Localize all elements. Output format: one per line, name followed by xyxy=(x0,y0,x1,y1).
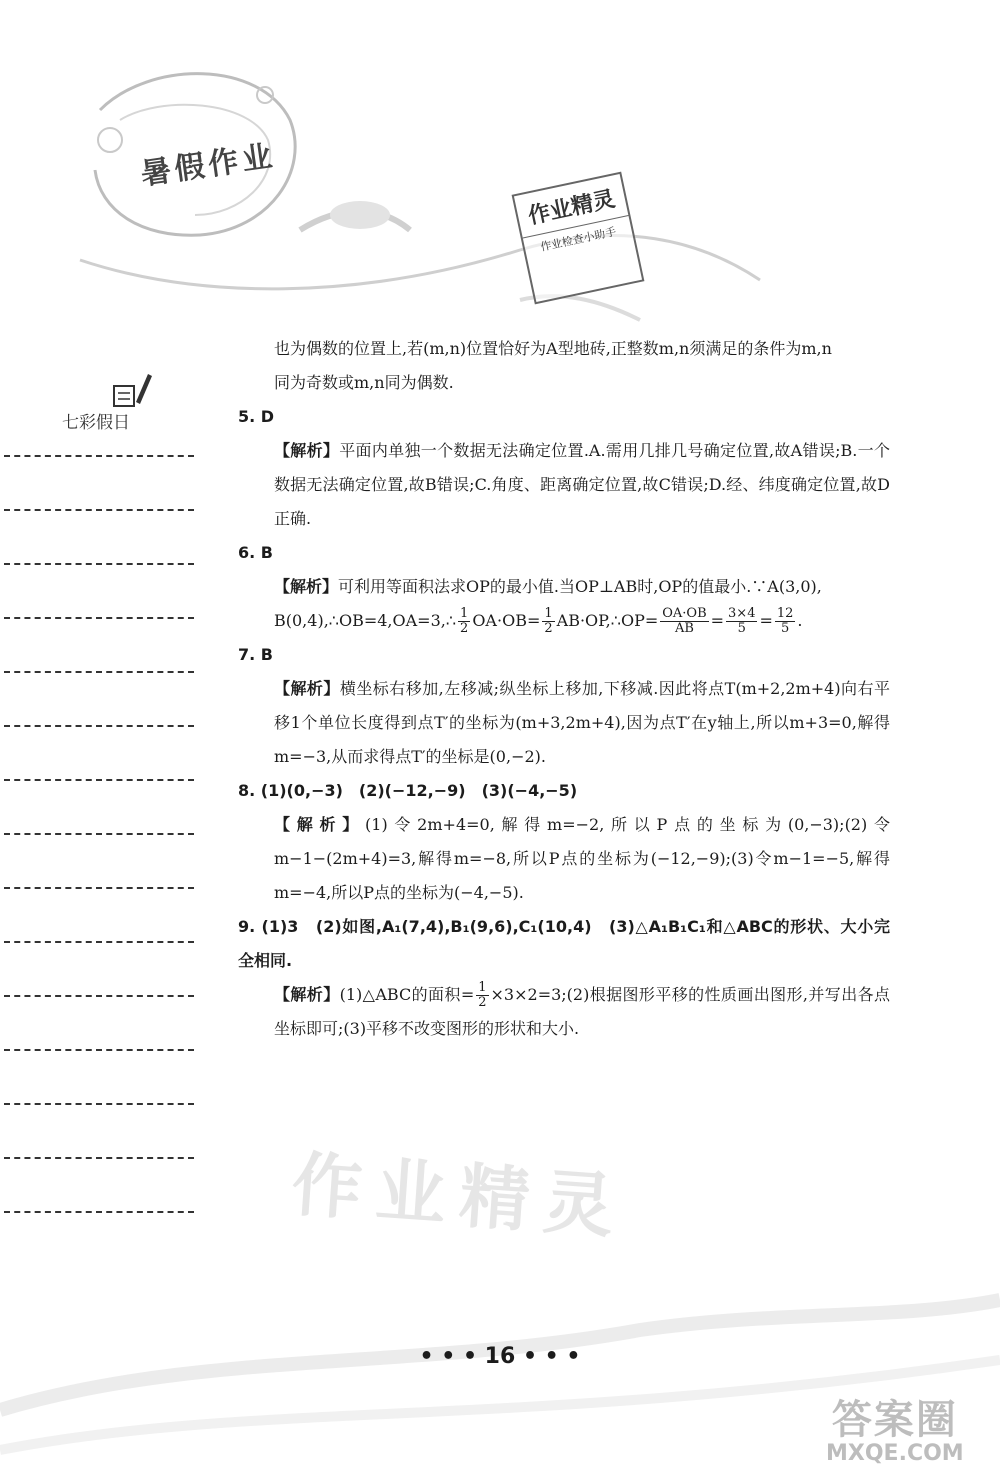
note-line xyxy=(4,1103,194,1105)
fraction: $\frac{12}{5}$ xyxy=(776,606,794,636)
watermark-text: 作业精灵 xyxy=(289,1143,631,1249)
stamp-title: 作业精灵 xyxy=(526,186,618,230)
note-line xyxy=(4,995,194,997)
note-lines xyxy=(4,455,194,1265)
analysis-tag: 【解析】 xyxy=(274,815,366,834)
intro-line-1: 也为偶数的位置上,若(m,n)位置恰好为A型地砖,正整数m,n须满足的条件为m,n xyxy=(274,339,832,358)
q9-explanation xyxy=(238,978,890,1046)
banner-title: 暑假作业 xyxy=(138,138,279,193)
period: . xyxy=(797,611,803,630)
q9-text-1a: (1)△ABC的面积= xyxy=(339,985,475,1004)
site-url: MXQE.COM xyxy=(826,1441,964,1466)
analysis-tag: 【解析】 xyxy=(274,985,340,1004)
q6-text-2b: OA·OB= xyxy=(472,611,541,630)
equals-sign: = xyxy=(759,611,773,630)
note-line xyxy=(4,1049,194,1051)
page-number: • • • 16 • • • xyxy=(419,1344,581,1369)
stamp-subtitle: 作业检查小助手 xyxy=(523,215,633,258)
note-line xyxy=(4,1211,194,1213)
q6-text-2a: B(0,4),∴OB=4,OA=3,∴ xyxy=(274,611,457,630)
note-line xyxy=(4,725,194,727)
note-line xyxy=(4,563,194,565)
note-line xyxy=(4,833,194,835)
sidebar-label: 七彩假日 xyxy=(62,413,130,433)
q9-text-1b: ×3×2=3;(2)根据图形平移的性质画出图形,并写出各点坐标即可;(3)平移不改变图形的形状和大小. xyxy=(274,985,890,1038)
q5-answer: 5. D xyxy=(238,407,275,426)
fraction: $\frac{1}{2}$ xyxy=(460,606,469,636)
note-line xyxy=(4,887,194,889)
note-line xyxy=(4,1157,194,1159)
q6-text-2c: AB·OP,∴OP= xyxy=(556,611,659,630)
analysis-tag: 【解析】 xyxy=(274,441,340,460)
note-line xyxy=(4,509,194,511)
q7-explanation xyxy=(238,672,890,774)
q8-answer: 8. (1)(0,−3) (2)(−12,−9) (3)(−4,−5) xyxy=(238,781,578,800)
q6-explanation-1 xyxy=(238,570,890,604)
q6-text-1: 可利用等面积法求OP的最小值.当OP⊥AB时,OP的值最小.∵A(3,0), xyxy=(338,577,822,596)
fraction: $\frac{1}{2}$ xyxy=(544,606,553,636)
site-logo xyxy=(826,1388,964,1466)
analysis-tag: 【解析】 xyxy=(274,577,339,596)
q5-text: 平面内单独一个数据无法确定位置.A.需用几排几号确定位置,故A错误;B.一个数据无法确定位置,故B错误;C.角度、距离确定位置,故C错误;D.经、纬度确定位置,故D正确. xyxy=(274,441,890,528)
analysis-tag: 【解析】 xyxy=(274,679,340,698)
q7-answer: 7. B xyxy=(238,645,273,664)
note-line xyxy=(4,941,194,943)
q6-answer: 6. B xyxy=(238,543,273,562)
stamp-badge xyxy=(512,172,645,305)
note-line xyxy=(4,455,194,457)
q8-explanation xyxy=(238,808,890,910)
note-line xyxy=(4,617,194,619)
fraction: $\frac{OA\cdot OB}{AB}$ xyxy=(662,606,707,636)
note-line xyxy=(4,671,194,673)
intro-line-2: 同为奇数或m,n同为偶数. xyxy=(274,373,454,392)
q5-explanation xyxy=(238,434,890,536)
fraction: $\frac{1}{2}$ xyxy=(478,980,487,1010)
q7-text: 横坐标右移加,左移减;纵坐标上移加,下移减.因此将点T(m+2,2m+4)向右平移1个单位长度得到点T′的坐标为(m+3,2m+4),因为点T′在y轴上,所以m+3=0,解得m=−3,从而求得点T′的坐标是(0,−2). xyxy=(274,679,890,766)
fraction: $\frac{3\times 4}{5}$ xyxy=(728,606,756,636)
note-line xyxy=(4,779,194,781)
equals-sign: = xyxy=(710,611,725,630)
q9-answer: 9. (1)3 (2)如图,A₁(7,4),B₁(9,6),C₁(10,4) (3)△A₁B₁C₁和△ABC的形状、大小完全相同. xyxy=(238,917,890,970)
q6-explanation-2 xyxy=(238,604,890,638)
site-logo-text: 答案圈 xyxy=(831,1397,958,1443)
q8-text: (1)令2m+4=0,解得m=−2,所以P点的坐标为(0,−3);(2)令m−1−(2m+4)=3,解得m=−8,所以P点的坐标为(−12,−9);(3)令m−1=−5,解得m=−4,所以P点的坐标为(−4,−5). xyxy=(274,815,890,902)
answer-content xyxy=(238,332,890,1046)
